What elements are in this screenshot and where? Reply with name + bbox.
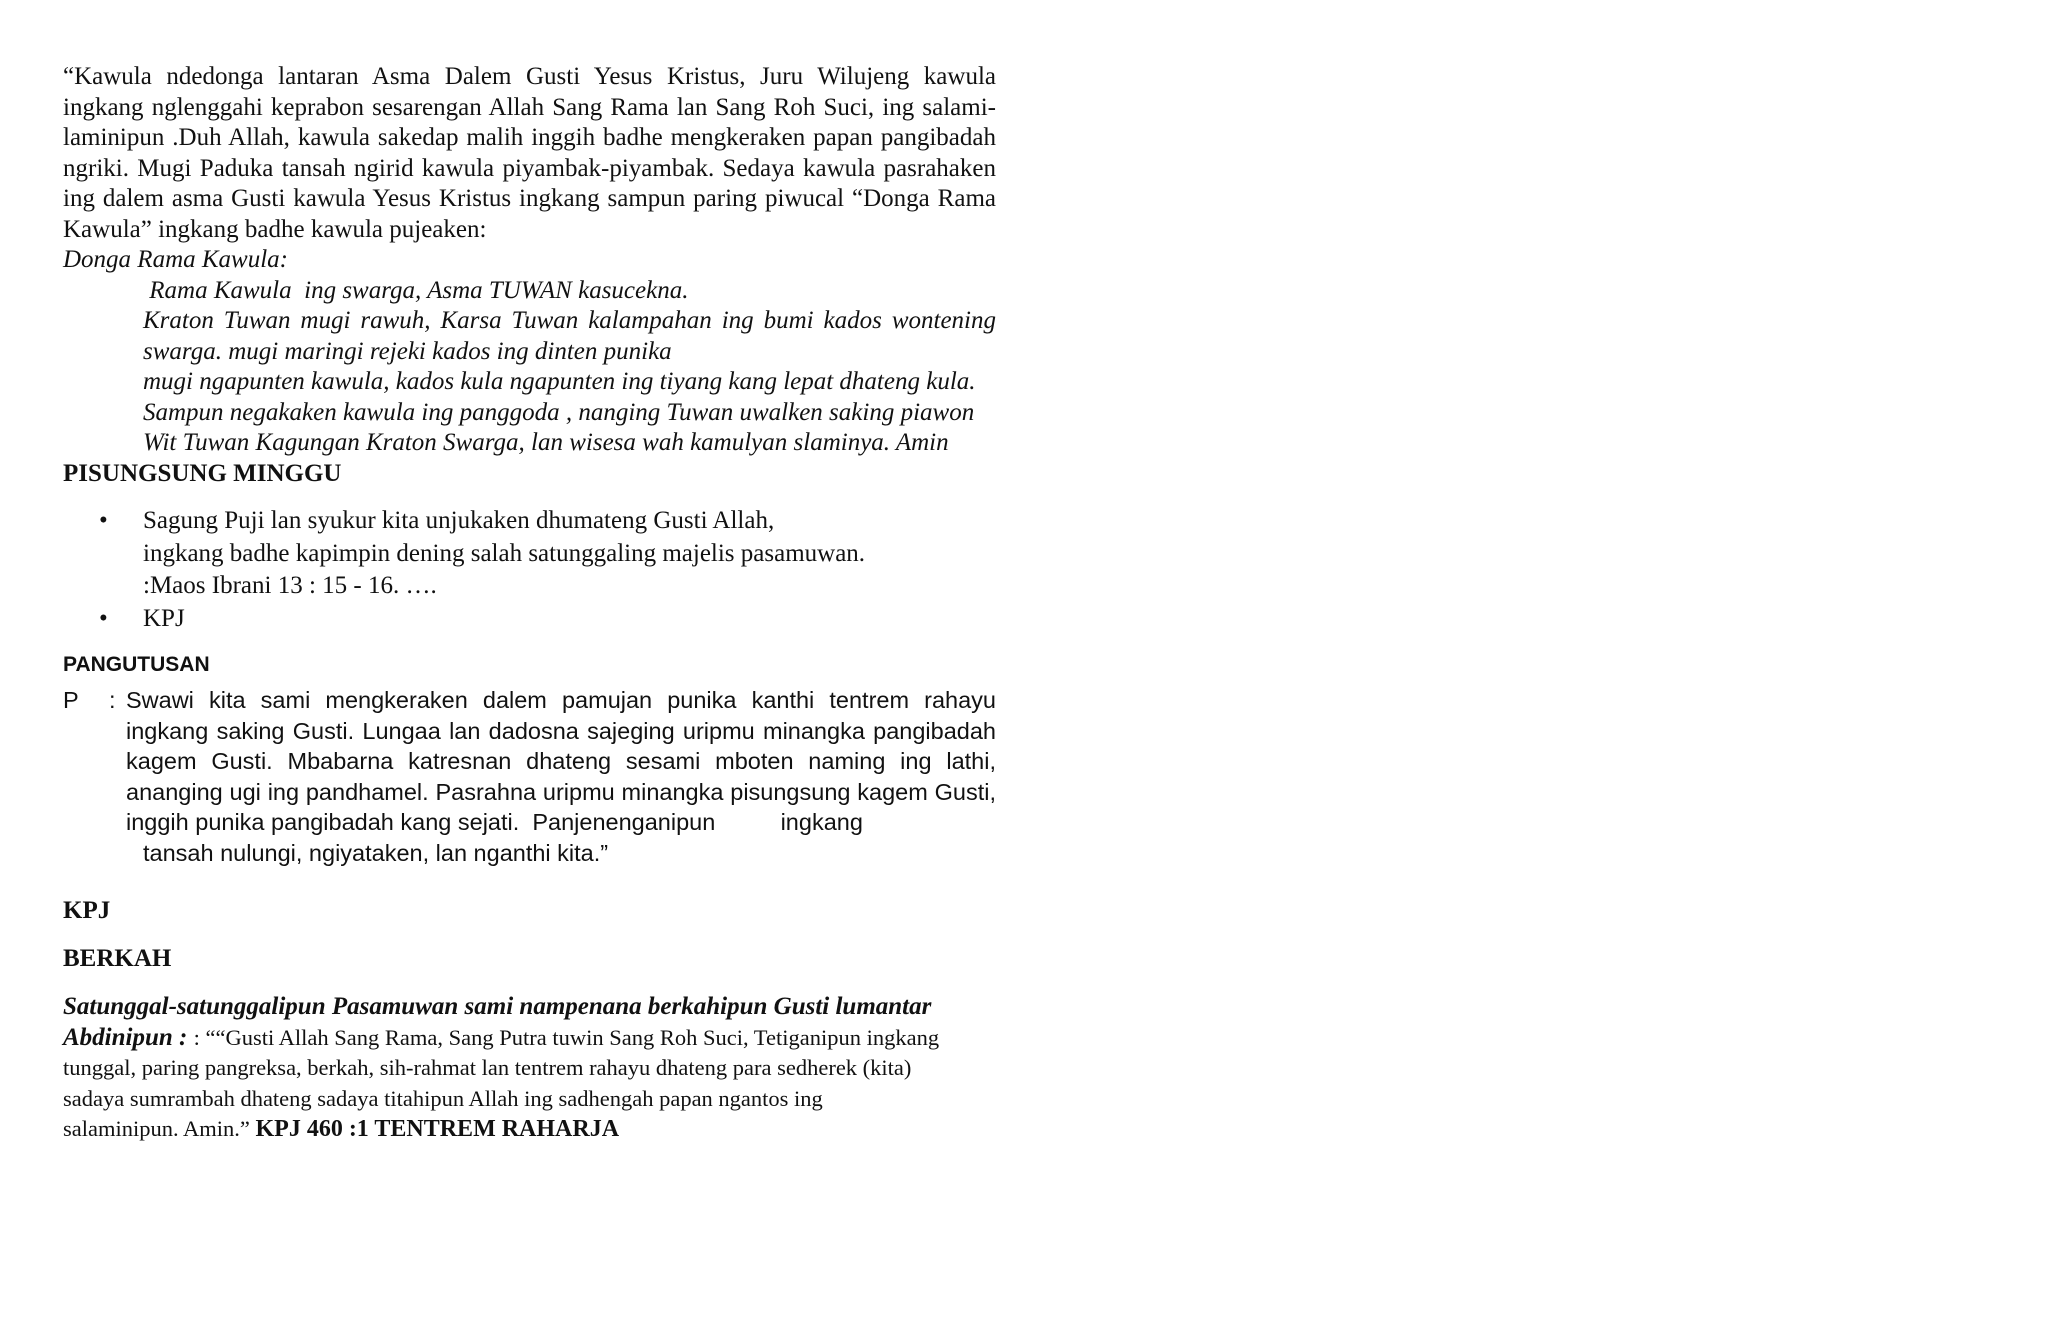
pangutusan-last-line: tansah nulungi, ngiyataken, lan nganthi kita.” <box>143 839 609 866</box>
lords-prayer-line: mugi ngapunten kawula, kados kula ngapunten ing tiyang kang lepat dhateng kula. <box>143 368 976 395</box>
berkah-heading: BERKAH <box>63 945 172 972</box>
list-item <box>63 603 996 636</box>
document-column <box>63 62 1003 1145</box>
pangutusan-block <box>63 685 1003 868</box>
pangutusan-speaker-label <box>63 685 116 716</box>
speaker-separator: : <box>109 687 116 713</box>
closing-hymn: KPJ 460 :1 TENTREM RAHARJA <box>255 1116 620 1142</box>
blessing-text: ““Gusti Allah Sang Rama, Sang Putra tuwin Sang Roh Suci, Tetiganipun ingkang tunggal, paring pangreksa, berkah, sih-rahmat lan tentrem rahayu dhateng para sedherek (kita) sadaya sumrambah dhateng sadaya titahipun Allah ing sadhengah papan ngantos ing salaminipun. Amin.” <box>63 1024 940 1141</box>
lords-prayer-heading: Donga Rama Kawula: <box>63 246 288 273</box>
pisungsung-item-kpj: KPJ <box>143 604 185 632</box>
pisungsung-item-line: ingkang badhe kapimpin dening salah satunggaling majelis pasamuwan. <box>143 539 866 567</box>
bullet-icon: • <box>99 604 108 632</box>
pisungsung-heading: PISUNGSUNG MINGGU <box>63 459 342 487</box>
blessing-colon: : <box>193 1024 200 1050</box>
scripture-reference: :Maos Ibrani 13 : 15 - 16. …. <box>143 572 437 599</box>
lords-prayer-line: Kraton Tuwan mugi rawuh, Karsa Tuwan kalampahan ing bumi kados wontening swarga. mugi maringi rejeki kados ing dinten punika <box>143 307 996 365</box>
bullet-icon: • <box>99 507 108 534</box>
blessing-paragraph <box>63 992 943 1145</box>
lords-prayer-line: Rama Kawula ing swarga, Asma TUWAN kasucekna. <box>143 276 689 304</box>
pisungsung-item-line: Sagung Puji lan syukur kita unjukaken dhumateng Gusti Allah, <box>143 507 775 534</box>
lords-prayer-line: Sampun negakaken kawula ing panggoda , nanging Tuwan uwalken saking piawon <box>143 398 975 426</box>
speaker-letter: P <box>63 687 79 713</box>
pangutusan-heading: PANGUTUSAN <box>63 653 210 676</box>
prayer-paragraph: “Kawula ndedonga lantaran Asma Dalem Gusti Yesus Kristus, Juru Wilujeng kawula ingkang nglenggahi keprabon sesarengan Allah Sang Rama lan Sang Roh Suci, ing salami-laminipun .Duh Allah, kawula sakedap malih inggih badhe mengkeraken papan pangibadah ngriki. Mugi Paduka tansah ngirid kawula piyambak-piyambak. Sedaya kawula pasrahaken ing dalem asma Gusti kawula Yesus Kristus ingkang sampun paring piwucal “Donga Rama Kawula” ingkang badhe kawula pujeaken: <box>63 63 996 243</box>
pisungsung-list <box>63 505 996 635</box>
kpj-heading: KPJ <box>63 897 111 924</box>
list-item <box>63 505 996 603</box>
pangutusan-text: Swawi kita sami mengkeraken dalem pamujan punika kanthi tentrem rahayu ingkang saking Gusti. Lungaa lan dadosna sajeging uripmu minangka pangibadah kagem Gusti. Mbabarna katresnan dhateng sesami mboten naming ing lathi, ananging ugi ing pandhamel. Pasrahna uripmu minangka pisungsung kagem Gusti, inggih punika pangibadah kang sejati. Panjenenganipun ingkang <box>126 687 1003 835</box>
blessing-lead: Satunggal-satunggalipun Pasamuwan sami nampenana berkahipun Gusti lumantar Abdinipun : <box>63 993 932 1051</box>
lords-prayer-block <box>143 276 996 459</box>
lords-prayer-line: Wit Tuwan Kagungan Kraton Swarga, lan wisesa wah kamulyan slaminya. Amin <box>143 429 949 456</box>
